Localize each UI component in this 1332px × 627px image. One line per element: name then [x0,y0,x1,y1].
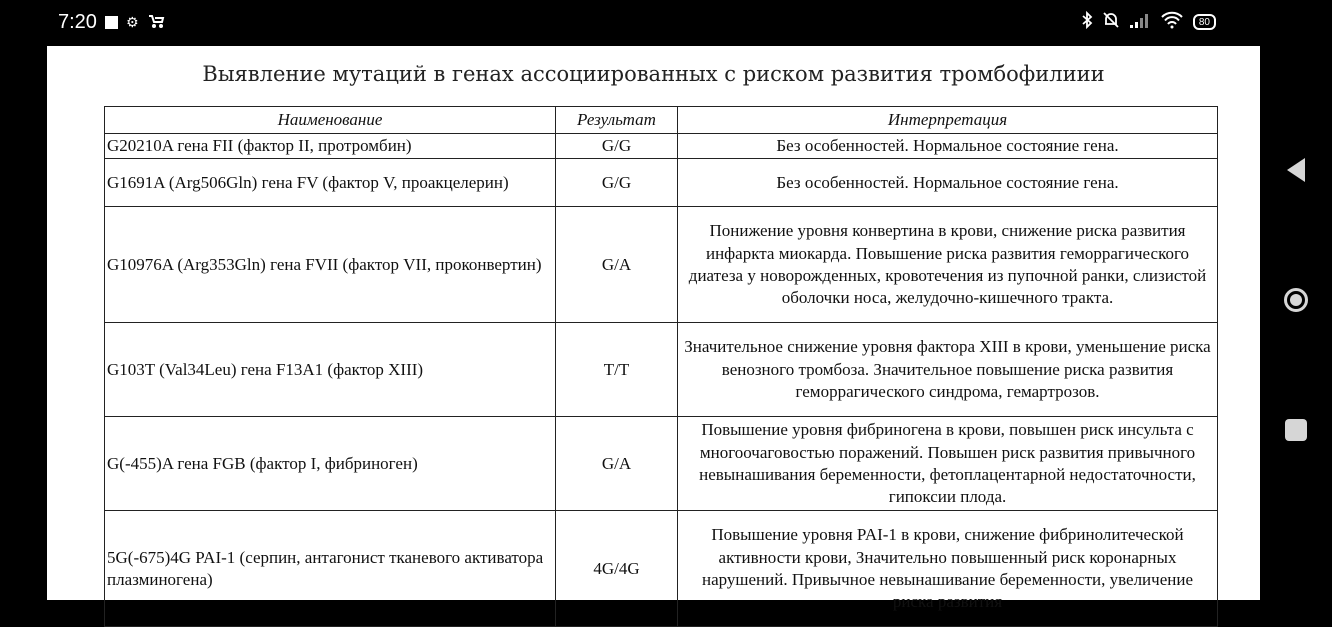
stroller-icon [147,13,165,33]
wifi-icon [1160,11,1184,33]
table-row [105,511,1218,627]
back-triangle-icon [1285,157,1307,183]
table-row [105,134,1218,159]
bluetooth-icon [1081,11,1093,33]
interpretation-cell: Повышение уровня PAI-1 в крови, снижение фибринолитечеcкой активности крови, Значительно повышенный риск коронарных нарушений. Привычное невынашивание беременности, увеличение риска развития [678,511,1218,627]
gene-name-cell: G20210A гена FII (фактор II, протромбин) [105,134,556,159]
interpretation-cell: Значительное снижение уровня фактора XIII в крови, уменьшение риска венозного тромбоза. Значительное повышение риска развития геморрагического синдрома, гемартрозов. [678,323,1218,417]
result-cell: G/A [556,207,678,323]
results-table [104,106,1218,627]
interpretation-cell: Повышение уровня фибриногена в крови, повышен риск инсульта с многоочаговостью поражений. Повышен риск развития привычного невынашивания беременности, фетоплацентарной недостаточности, гипоксии плода. [678,417,1218,511]
home-button[interactable] [1260,280,1332,320]
result-cell: G/A [556,417,678,511]
navigation-bar [1260,0,1332,600]
result-cell: G/G [556,134,678,159]
result-cell: G/G [556,159,678,207]
recents-button[interactable] [1260,410,1332,450]
interpretation-cell: Без особенностей. Нормальное состояние гена. [678,134,1218,159]
settings-icon: ⚙ [125,14,139,31]
interpretation-cell: Понижение уровня конвертина в крови, снижение риска развития инфаркта миокарда. Повышение риска развития геморрагического диатеза у новорожденных, кровотечения из пупочной ранки, слизистой оболочки носа, желудочно-кишечного тракта. [678,207,1218,323]
document-page [47,46,1260,611]
gene-name-cell: G10976A (Arg353Gln) гена FVII (фактор VII, проконвертин) [105,207,556,323]
gene-name-cell: G(-455)A гена FGB (фактор I, фибриноген) [105,417,556,511]
back-button[interactable] [1260,150,1332,190]
header-name: Наименование [105,107,556,134]
gene-name-cell: 5G(-675)4G PAI-1 (серпин, антагонист тканевого активатора плазминогена) [105,511,556,627]
status-bar [0,0,1260,46]
muted-bell-icon [1102,11,1120,33]
signal-icon [1129,12,1151,32]
table-row [105,159,1218,207]
status-left [58,11,165,34]
clock: 7:20 [58,11,97,33]
header-result: Результат [556,107,678,134]
square-icon [105,16,118,29]
home-circle-icon [1284,288,1308,312]
status-right [1081,11,1216,33]
result-cell: T/T [556,323,678,417]
header-interpretation: Интерпретация [678,107,1218,134]
interpretation-cell: Без особенностей. Нормальное состояние гена. [678,159,1218,207]
table-row [105,323,1218,417]
table-row [105,417,1218,511]
table-row [105,207,1218,323]
gene-name-cell: G103T (Val34Leu) гена F13A1 (фактор XIII) [105,323,556,417]
table-header-row [105,107,1218,134]
battery-icon: 80 [1193,14,1216,30]
result-cell: 4G/4G [556,511,678,627]
gene-name-cell: G1691A (Arg506Gln) гена FV (фактор V, проакцелерин) [105,159,556,207]
document-title: Выявление мутаций в генах ассоциированных с риском развития тромбофилиии [202,62,1105,86]
recents-square-icon [1285,419,1307,441]
